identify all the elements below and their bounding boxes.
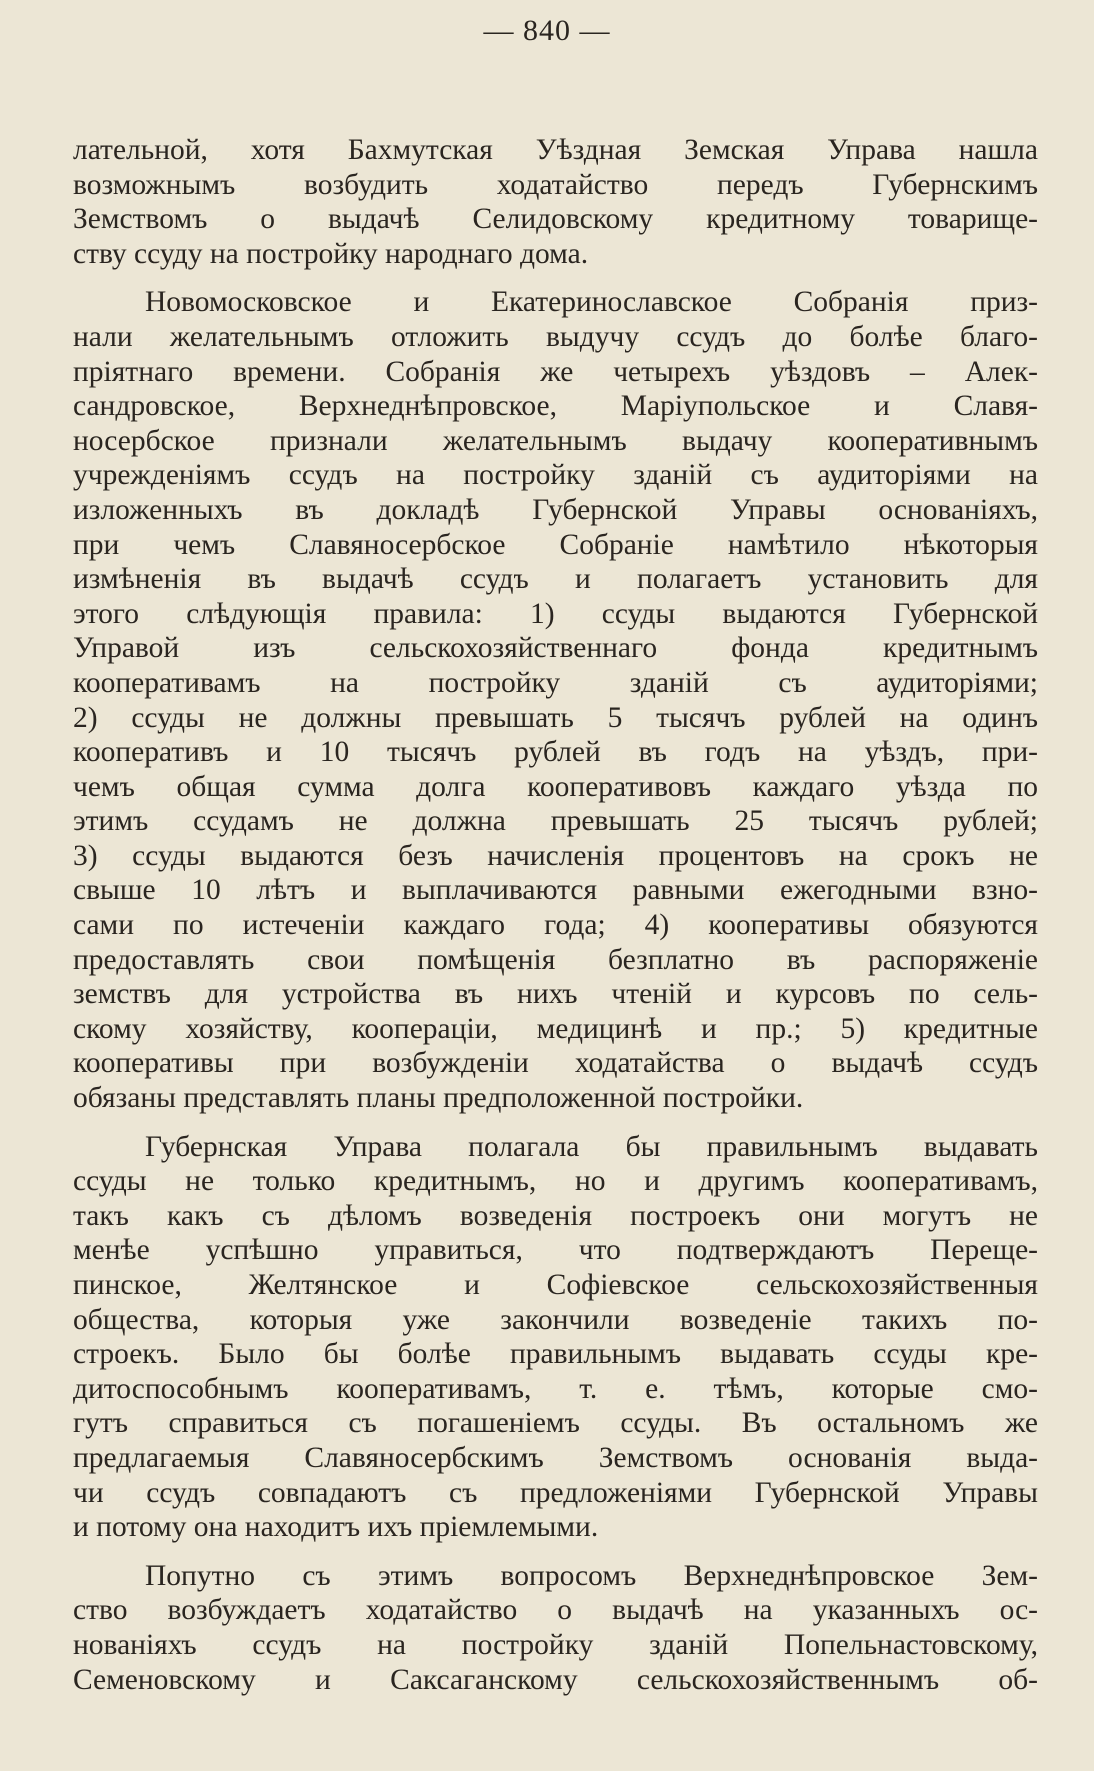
text-line: измѣненія въ выдачѣ ссудъ и полагаетъ установить для <box>73 563 1038 596</box>
text-line: общества, которыя уже закончили возведеніе такихъ по- <box>73 1303 1038 1336</box>
text-line: учрежденіямъ ссудъ на постройку зданій съ аудиторіями на <box>73 459 1038 492</box>
text-line: сандровское, Верхнеднѣпровское, Маріупольское и Славя- <box>73 390 1038 423</box>
text-line: Семеновскому и Саксаганскому сельскохозяйственнымъ об- <box>73 1663 1038 1696</box>
text-line: кооперативъ и 10 тысячъ рублей въ годъ на уѣздъ, при- <box>73 736 1038 769</box>
text-line: свыше 10 лѣтъ и выплачиваются равными ежегодными взно- <box>73 874 1038 907</box>
text-line: сами по истеченіи каждаго года; 4) кооперативы обязуются <box>73 909 1038 942</box>
page-number: — 840 — <box>483 14 611 47</box>
text-line: и потому она находитъ ихъ пріемлемыми. <box>73 1511 599 1544</box>
paragraph-3 <box>73 1130 1038 1545</box>
text-line: нали желательнымъ отложить выдучу ссудъ до болѣе благо- <box>73 320 1038 353</box>
text-line: Попутно съ этимъ вопросомъ Верхнеднѣпровское Зем- <box>145 1559 1038 1592</box>
text-line: предоставлять свои помѣщенія безплатно въ распоряженіе <box>73 943 1038 976</box>
text-line: обязаны представлять планы предположенной постройки. <box>73 1082 804 1115</box>
text-line: такъ какъ съ дѣломъ возведенія построекъ они могутъ не <box>73 1199 1038 1232</box>
text-line: 3) ссуды выдаются безъ начисленія процентовъ на срокъ не <box>73 839 1038 872</box>
text-line: кооперативы при возбужденіи ходатайства о выдачѣ ссудъ <box>73 1047 1038 1080</box>
text-line: кооперативамъ на постройку зданій съ аудиторіями; <box>73 666 1038 699</box>
text-line: ссуды не только кредитнымъ, но и другимъ кооперативамъ, <box>73 1165 1038 1198</box>
text-line: ству ссуду на постройку народнаго дома. <box>73 237 589 270</box>
paragraph-2 <box>73 285 1038 1115</box>
text-line: 2) ссуды не должны превышать 5 тысячъ рублей на одинъ <box>73 701 1038 734</box>
text-line: гутъ справиться съ погашеніемъ ссуды. Въ остальномъ же <box>73 1407 1038 1440</box>
text-line: при чемъ Славяносербское Собраніе намѣтило нѣкоторыя <box>73 528 1038 561</box>
text-line: Земствомъ о выдачѣ Селидовскому кредитному товарище- <box>73 203 1038 236</box>
text-line: Управой изъ сельскохозяйственнаго фонда кредитнымъ <box>73 632 1038 665</box>
text-line: пріятнаго времени. Собранія же четырехъ уѣздовъ – Алек- <box>73 355 1038 388</box>
text-line: возможнымъ возбудить ходатайство передъ Губернскимъ <box>73 168 1038 201</box>
text-line: ство возбуждаетъ ходатайство о выдачѣ на указанныхъ ос- <box>73 1594 1038 1627</box>
text-line: дитоспособнымъ кооперативамъ, т. е. тѣмъ, которые смо- <box>73 1372 1038 1405</box>
text-line: земствъ для устройства въ нихъ чтеній и курсовъ по сель- <box>73 978 1038 1011</box>
text-line: лательной, хотя Бахмутская Уѣздная Земская Управа нашла <box>73 134 1038 166</box>
text-line: нованіяхъ ссудъ на постройку зданій Попельнастовскому, <box>73 1628 1038 1661</box>
text-line: предлагаемыя Славяносербскимъ Земствомъ основанія выда- <box>73 1441 1038 1474</box>
page-body <box>73 133 1038 1697</box>
text-line: пинское, Желтянское и Софіевское сельскохозяйственныя <box>73 1269 1038 1301</box>
paragraph-4 <box>73 1559 1038 1697</box>
text-line: строекъ. Было бы болѣе правильнымъ выдавать ссуды кре- <box>73 1338 1038 1371</box>
text-line: Губернская Управа полагала бы правильнымъ выдавать <box>145 1130 1038 1163</box>
text-line: этого слѣдующія правила: 1) ссуды выдаются Губернской <box>73 597 1038 630</box>
text-line: изложенныхъ въ докладѣ Губернской Управы основаніяхъ, <box>73 493 1038 526</box>
paragraph-1 <box>73 133 1038 271</box>
text-line: скому хозяйству, коопераціи, медицинѣ и пр.; 5) кредитные <box>73 1012 1038 1045</box>
text-line: чи ссудъ совпадаютъ съ предложеніями Губернской Управы <box>73 1476 1038 1509</box>
text-line: этимъ ссудамъ не должна превышать 25 тысячъ рублей; <box>73 805 1038 838</box>
text-line: Новомосковское и Екатеринославское Собранія приз- <box>145 286 1038 319</box>
text-line: носербское признали желательнымъ выдачу кооперативнымъ <box>73 424 1038 457</box>
text-line: чемъ общая сумма долга кооперативовъ каждаго уѣзда по <box>73 770 1038 803</box>
text-line: менѣе успѣшно управиться, что подтверждаютъ Перещe- <box>73 1234 1038 1267</box>
